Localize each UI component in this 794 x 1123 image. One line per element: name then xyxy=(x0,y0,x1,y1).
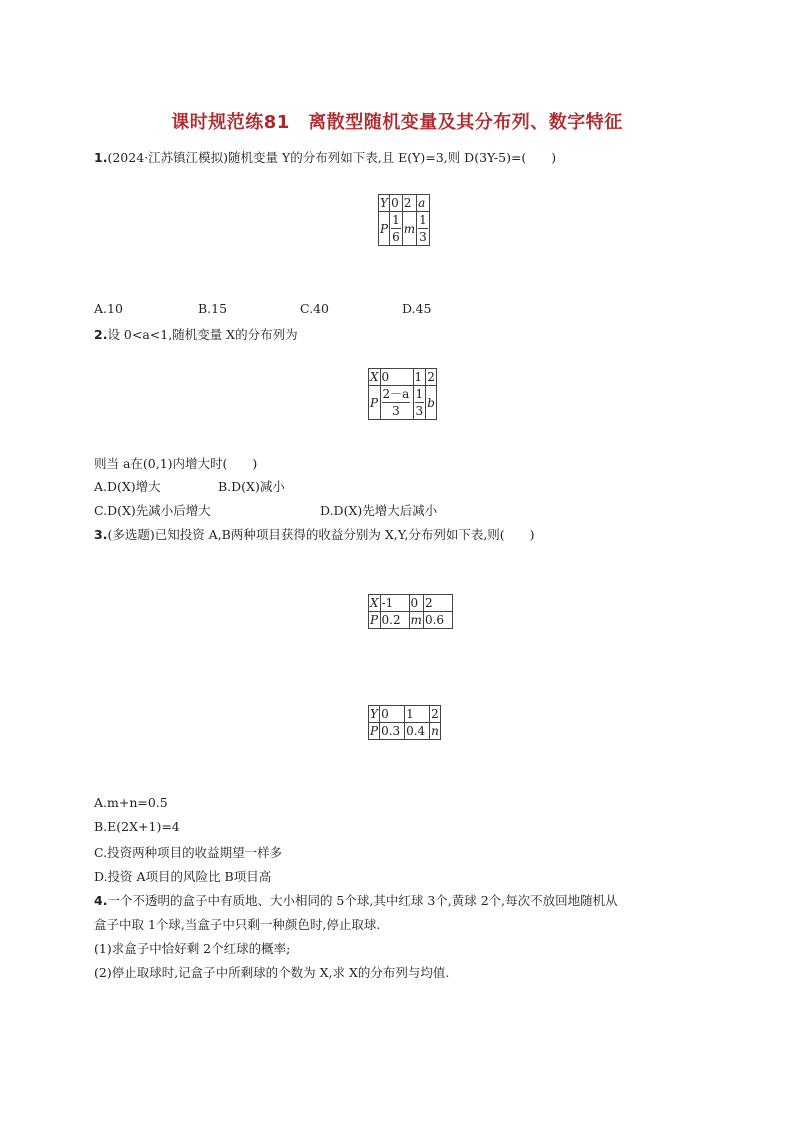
question-3-table-x xyxy=(368,594,453,629)
table-row xyxy=(369,706,441,723)
table-cell: 2 xyxy=(423,595,452,612)
question-2-number: 2. xyxy=(94,327,108,342)
option-a: A.D(X)增大 xyxy=(94,479,161,494)
option-a: A.10 xyxy=(94,301,123,316)
question-2-followup: 则当 a在(0,1)内增大时( ) xyxy=(94,456,258,471)
table-cell: n xyxy=(431,724,439,738)
table-row xyxy=(369,612,453,629)
question-1-options xyxy=(94,301,431,316)
question-2-options-row1 xyxy=(94,477,285,495)
question-2-text: 设 0<a<1,随机变量 X的分布列为 xyxy=(107,327,298,342)
fraction-numerator: 1 xyxy=(415,387,424,401)
table-row xyxy=(379,212,430,246)
table-cell: Y xyxy=(370,707,378,721)
question-1-text: (2024·江苏镇江模拟)随机变量 Y的分布列如下表,且 E(Y)=3,则 D(3Y-5)=( ) xyxy=(107,150,557,165)
table-cell: X xyxy=(370,370,379,384)
fraction-numerator: 2－a xyxy=(382,387,410,401)
fraction-denominator: 6 xyxy=(392,230,400,244)
question-4-part-2: (2)停止取球时,记盒子中所剩球的个数为 X,求 X的分布列与均值. xyxy=(94,965,450,980)
table-row xyxy=(369,369,437,386)
table-cell: 0.3 xyxy=(380,723,405,740)
table-cell: 2 xyxy=(402,195,416,212)
table-cell: 1 xyxy=(413,369,426,386)
question-4-stem-line1 xyxy=(94,891,618,909)
question-3-option-c: C.投资两种项目的收益期望一样多 xyxy=(94,845,283,860)
table-cell: 2 xyxy=(431,707,439,721)
table-cell-fraction xyxy=(417,212,430,246)
question-3-stem xyxy=(94,525,535,543)
option-c: C.D(X)先减小后增大 xyxy=(94,503,211,518)
question-1-distribution-table xyxy=(378,194,430,246)
question-2-options-row2 xyxy=(94,501,437,519)
question-3-table-y xyxy=(368,705,441,740)
fraction-numerator: 1 xyxy=(419,213,427,227)
option-b: B.D(X)减小 xyxy=(218,479,285,494)
table-cell: m xyxy=(410,613,422,627)
table-cell: Y xyxy=(380,196,388,210)
question-3-option-a: A.m+n=0.5 xyxy=(94,795,168,810)
option-d: D.45 xyxy=(402,301,432,316)
page-title: 课时规范练81 离散型随机变量及其分布列、数字特征 xyxy=(171,112,623,133)
fraction-denominator: 3 xyxy=(392,404,400,418)
question-2-distribution-table xyxy=(368,368,437,420)
table-cell: P xyxy=(369,386,381,420)
question-2-stem xyxy=(94,325,298,343)
table-cell: b xyxy=(426,386,437,420)
question-4-text: 一个不透明的盒子中有质地、大小相同的 5个球,其中红球 3个,黄球 2个,每次不放回地随机从 xyxy=(107,893,618,908)
table-cell: 0 xyxy=(380,706,405,723)
question-3-option-d: D.投资 A项目的风险比 B项目高 xyxy=(94,869,272,884)
question-4-number: 4. xyxy=(94,893,108,908)
question-4-stem-line2: 盒子中取 1个球,当盒子中只剩一种颜色时,停止取球. xyxy=(94,917,381,932)
table-cell: X xyxy=(370,596,379,610)
option-b: B.15 xyxy=(198,301,228,316)
table-cell: P xyxy=(370,724,379,738)
table-cell: m xyxy=(402,212,416,246)
table-cell-fraction xyxy=(380,386,413,420)
table-cell: a xyxy=(417,195,430,212)
option-d: D.D(X)先增大后减小 xyxy=(320,503,438,518)
question-4-part-1: (1)求盒子中恰好剩 2个红球的概率; xyxy=(94,941,291,956)
table-cell: 1 xyxy=(405,706,430,723)
table-cell: 0 xyxy=(380,369,413,386)
table-cell: -1 xyxy=(380,595,409,612)
question-1-stem xyxy=(94,148,556,166)
question-3-text: (多选题)已知投资 A,B两种项目获得的收益分别为 X,Y,分布列如下表,则( ) xyxy=(107,527,535,542)
fraction-numerator: 1 xyxy=(392,213,400,227)
table-row xyxy=(369,386,437,420)
table-cell: 0.2 xyxy=(380,612,409,629)
fraction-denominator: 3 xyxy=(415,404,424,418)
table-cell: 2 xyxy=(427,370,435,384)
table-cell: 0.4 xyxy=(405,723,430,740)
question-3-option-b: B.E(2X+1)=4 xyxy=(94,819,180,834)
table-cell: 0 xyxy=(409,595,423,612)
table-cell: P xyxy=(370,613,379,627)
table-cell-fraction xyxy=(390,212,403,246)
question-3-number: 3. xyxy=(94,527,108,542)
table-row xyxy=(369,723,441,740)
table-cell: 0 xyxy=(390,195,403,212)
table-cell-fraction xyxy=(413,386,426,420)
table-cell: P xyxy=(379,212,390,246)
table-cell: 0.6 xyxy=(423,612,452,629)
table-row xyxy=(369,595,453,612)
question-1-number: 1. xyxy=(94,150,108,165)
option-c: C.40 xyxy=(300,301,329,316)
fraction-denominator: 3 xyxy=(419,230,427,244)
table-row xyxy=(379,195,430,212)
